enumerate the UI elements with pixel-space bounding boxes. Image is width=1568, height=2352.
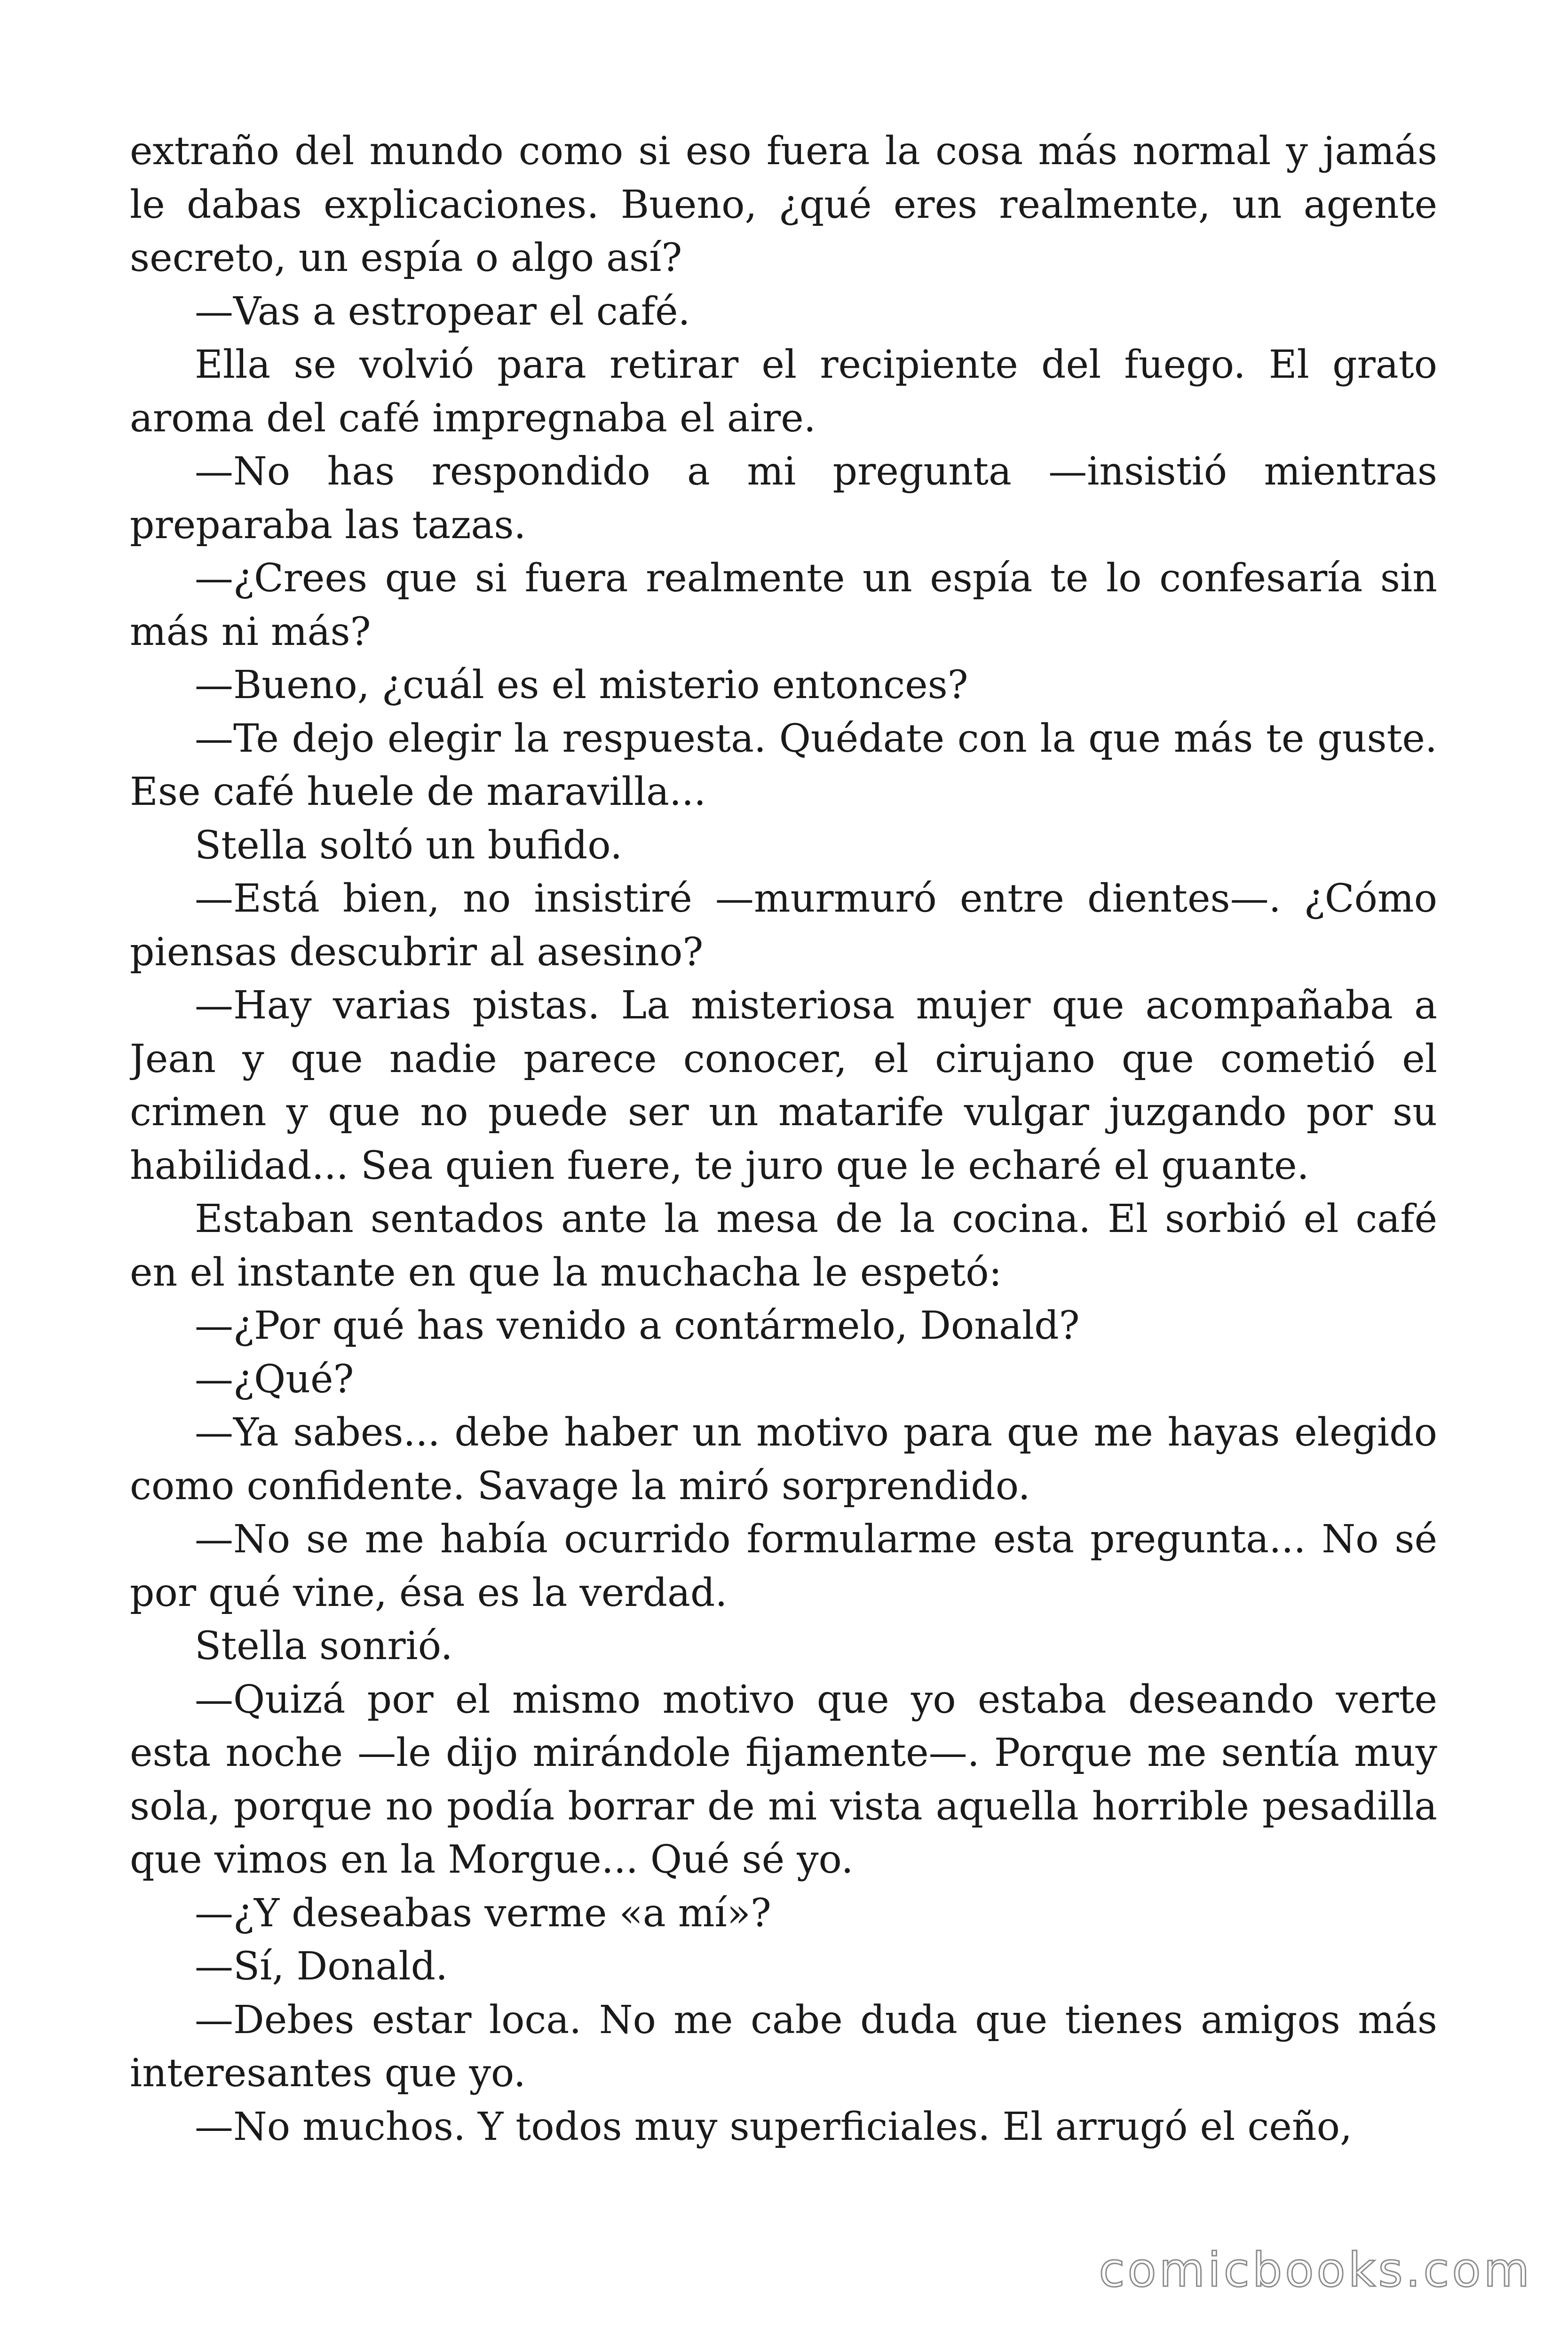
paragraph: —Debes estar loca. No me cabe duda que tienes amigos más interesantes que yo.: [130, 1997, 1437, 2096]
paragraph: —No has respondido a mi pregunta —insistió mientras preparaba las tazas.: [130, 449, 1437, 548]
paragraph: —Está bien, no insistiré —murmuró entre dientes—. ¿Cómo piensas descubrir al asesino?: [130, 876, 1437, 975]
paragraph: Ella se volvió para retirar el recipiente del fuego. El grato aroma del café impregnaba el aire.: [130, 342, 1437, 441]
paragraph: —¿Por qué has venido a contármelo, Donald?: [195, 1303, 1080, 1348]
paragraph: —Sí, Donald.: [195, 1944, 448, 1989]
paragraph: Estaban sentados ante la mesa de la cocina. El sorbió el café en el instante en que la muchacha le espetó:: [130, 1197, 1437, 1295]
paragraph: —Quizá por el mismo motivo que yo estaba deseando verte esta noche —le dijo mirándole fijamente—. Porque me sentía muy sola, porque no podía borrar de mi vista aquella horrible pesadilla que vimos en la Morgue... Qué sé yo.: [130, 1677, 1437, 1882]
paragraph: —Hay varias pistas. La misteriosa mujer que acompañaba a Jean y que nadie parece conocer, el cirujano que cometió el crimen y que no puede ser un matarife vulgar juzgando por su habilidad... Sea quien fuere, te juro que le echaré el guante.: [130, 983, 1437, 1188]
paragraph: —No muchos. Y todos muy superficiales. El arrugó el ceño,: [195, 2104, 1353, 2149]
paragraph: Stella soltó un bufido.: [195, 823, 623, 868]
watermark-text: comicbooks.com: [1099, 2242, 1532, 2297]
paragraph: —No se me había ocurrido formularme esta pregunta... No sé por qué vine, ésa es la verdad.: [130, 1517, 1437, 1615]
paragraph: —Ya sabes... debe haber un motivo para que me hayas elegido como confidente. Savage la miró sorprendido.: [130, 1410, 1437, 1509]
paragraph: —Te dejo elegir la respuesta. Quédate con la que más te guste. Ese café huele de maravilla...: [130, 716, 1437, 814]
paragraph: —Bueno, ¿cuál es el misterio entonces?: [195, 663, 968, 707]
book-page: [130, 125, 1437, 2223]
paragraph: —¿Crees que si fuera realmente un espía te lo confesaría sin más ni más?: [130, 556, 1437, 654]
paragraph: extraño del mundo como si eso fuera la cosa más normal y jamás le dabas explicaciones. Bueno, ¿qué eres realmente, un agente secreto, un espía o algo así?: [130, 129, 1437, 280]
paragraph: —¿Qué?: [195, 1357, 354, 1402]
paragraph: —Vas a estropear el café.: [195, 289, 690, 334]
paragraph: Stella sonrió.: [195, 1624, 453, 1669]
paragraph: —¿Y deseabas verme «a mí»?: [195, 1891, 771, 1936]
